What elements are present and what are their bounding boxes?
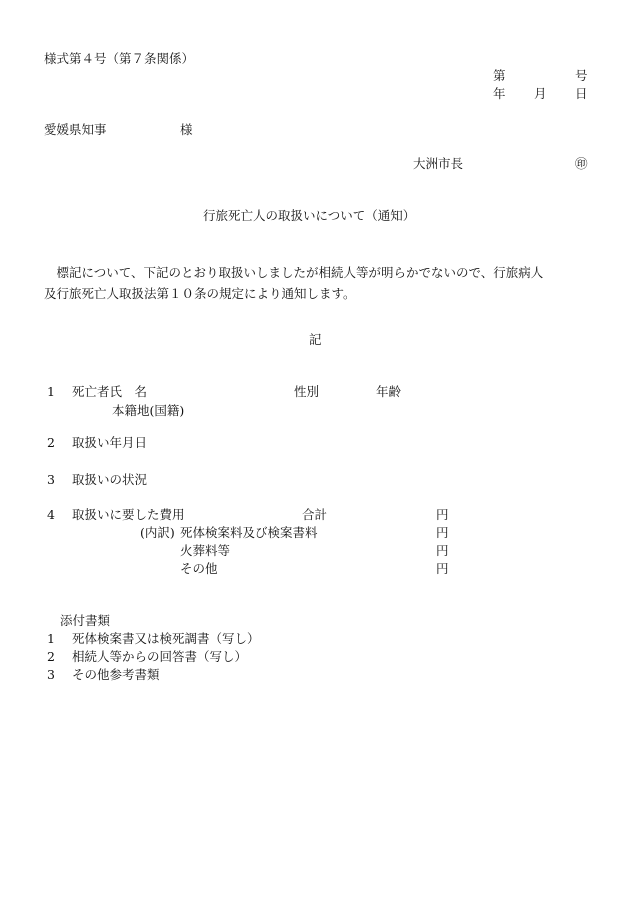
item-4-number: 4: [47, 507, 55, 522]
item-3-number: 3: [47, 472, 55, 487]
body-paragraph: [44, 262, 592, 304]
attachment-1-number: 1: [47, 631, 55, 646]
document-number-suffix: 号: [575, 68, 588, 83]
yen-other: 円: [436, 561, 449, 576]
yen-cremation-fee: 円: [436, 543, 449, 558]
deceased-name-label: 死亡者氏 名: [72, 384, 148, 399]
attachment-3-number: 3: [47, 667, 55, 682]
attachment-2-text: 相続人等からの回答書（写し）: [72, 649, 248, 664]
breakdown-other: その他: [180, 561, 218, 576]
sender-name: 大洲市長: [413, 156, 464, 171]
date-day-label: 日: [575, 86, 588, 101]
age-label: 年齢: [376, 384, 402, 399]
handling-cost-label: 取扱いに要した費用: [72, 507, 185, 522]
addressee-name: 愛媛県知事: [44, 122, 107, 137]
form-number-label: 様式第４号（第７条関係）: [44, 51, 195, 66]
breakdown-autopsy-fee: 死体検案料及び検案書料: [180, 525, 318, 540]
body-line-2: 及行旅死亡人取扱法第１０条の規定により通知します。: [44, 286, 356, 301]
yen-autopsy-fee: 円: [436, 525, 449, 540]
attachment-2-number: 2: [47, 649, 55, 664]
document-title: 行旅死亡人の取扱いについて（通知）: [203, 208, 416, 223]
document-number-prefix: 第: [493, 68, 506, 83]
yen-total: 円: [436, 507, 449, 522]
item-2-number: 2: [47, 435, 55, 450]
seal-mark: ㊞: [575, 156, 588, 171]
attachment-1-text: 死体検案書又は検死調書（写し）: [72, 631, 260, 646]
handling-status-label: 取扱いの状況: [72, 472, 148, 487]
body-line-1: 標記について、下記のとおり取扱いしましたが相続人等が明らかでないので、行旅病人: [44, 265, 544, 280]
breakdown-label: (内訳): [140, 525, 175, 540]
attachments-heading: 添付書類: [60, 613, 111, 628]
breakdown-cremation-fee: 火葬料等: [180, 543, 231, 558]
handling-date-label: 取扱い年月日: [72, 435, 148, 450]
item-1-number: 1: [47, 384, 55, 399]
ki-heading: 記: [309, 332, 322, 347]
domicile-label: 本籍地(国籍): [112, 403, 185, 418]
addressee-honorific: 様: [180, 122, 193, 137]
attachment-3-text: その他参考書類: [72, 667, 160, 682]
date-month-label: 月: [534, 86, 547, 101]
total-label: 合計: [302, 507, 328, 522]
sex-label: 性別: [294, 384, 320, 399]
date-year-label: 年: [493, 86, 506, 101]
